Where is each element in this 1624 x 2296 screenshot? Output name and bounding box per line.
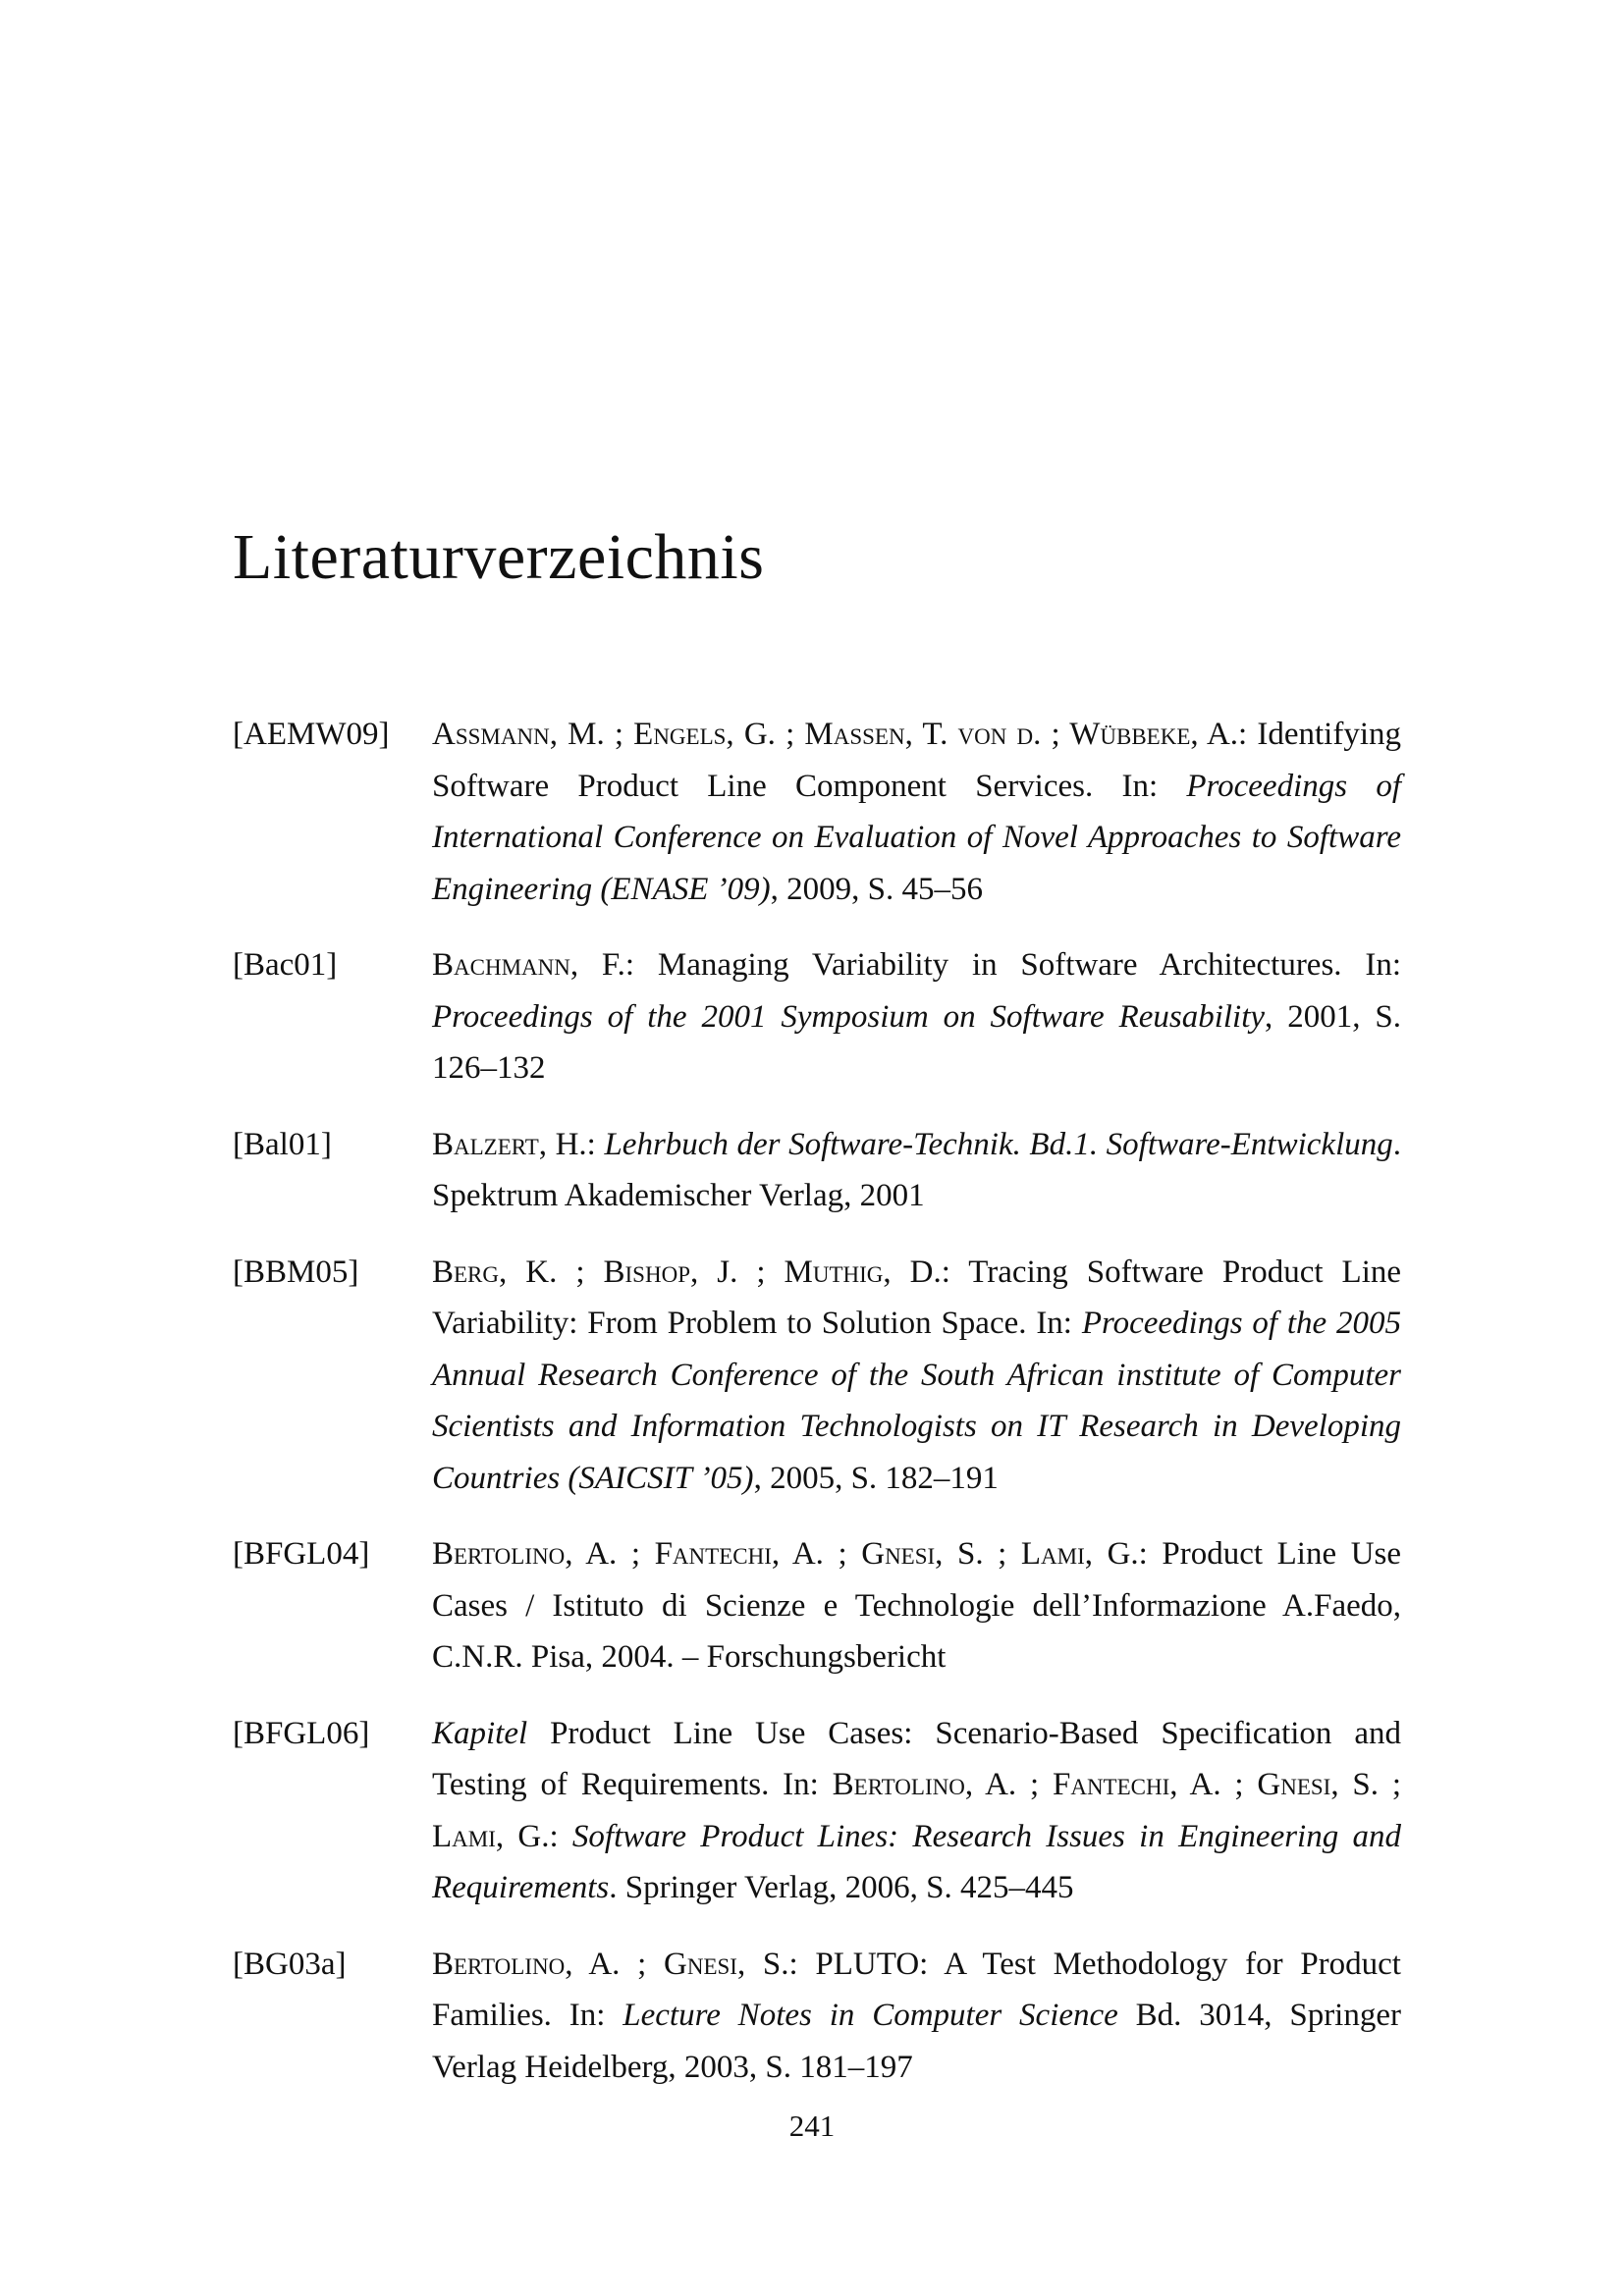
citation-key: [Bal01] — [233, 1126, 332, 1162]
citation-chapter-label: Kapitel — [432, 1715, 528, 1751]
citation-text — [432, 939, 1401, 1095]
citation-key: [BG03a] — [233, 1946, 347, 1982]
citation-authors: Balzert, H.: — [432, 1126, 596, 1162]
citation-source: Proceedings of International Conference on Evaluation of Novel Approaches to Software Engineering (ENASE ’09) — [432, 768, 1401, 907]
page-title: Literaturverzeichnis — [233, 521, 765, 593]
citation-details: Bd. 3014, Springer Verlag Heidelberg, 2003, S. 181–197 — [432, 1998, 1401, 2085]
citation-text — [432, 1708, 1401, 1914]
page-number: 241 — [788, 2109, 836, 2143]
citation-details: , 2005, S. 182–191 — [753, 1460, 999, 1496]
citation-source: Lehrbuch der Software-Technik. Bd.1. Software-Entwicklung — [604, 1126, 1393, 1162]
bibliography-entry — [233, 939, 1401, 1095]
citation-details: , 2009, S. 45–56 — [770, 871, 983, 907]
citation-key: [BFGL06] — [233, 1715, 370, 1751]
citation-text — [432, 1119, 1401, 1222]
citation-title: Managing Variability in Software Architectures. In: — [634, 947, 1402, 983]
citation-text — [432, 1939, 1401, 2094]
bibliography-entry — [233, 1119, 1401, 1222]
citation-authors: Bertolino, A. ; Gnesi, S.: — [432, 1946, 798, 1982]
citation-key: [BFGL04] — [233, 1536, 370, 1572]
citation-source: Lecture Notes in Computer Science — [623, 1998, 1118, 2033]
citation-text — [432, 709, 1401, 915]
bibliography-entry — [233, 1708, 1401, 1914]
citation-details: . Springer Verlag, 2006, S. 425–445 — [609, 1870, 1074, 1905]
bibliography-entry — [233, 1939, 1401, 2094]
citation-authors: Bertolino, A. ; Fantechi, A. ; Gnesi, S. ; Lami, G.: — [432, 1536, 1148, 1572]
citation-source: Proceedings of the 2005 Annual Research Conference of the South African institute of Computer Scientists and Information Technologists on IT Research in Developing Countries (SAICSIT ’05) — [432, 1306, 1401, 1496]
citation-details: . Spektrum Akademischer Verlag, 2001 — [432, 1126, 1401, 1213]
citation-key: [Bac01] — [233, 947, 338, 983]
citation-authors: Berg, K. ; Bishop, J. ; Muthig, D.: — [432, 1254, 950, 1290]
citation-title: PLUTO: A Test Methodology for Product Families. In: — [432, 1946, 1401, 2033]
bibliography-entry — [233, 1528, 1401, 1683]
citation-authors: Bachmann, F.: — [432, 947, 635, 983]
citation-key: [BBM05] — [233, 1254, 359, 1290]
bibliography-entry — [233, 709, 1401, 915]
citation-text — [432, 1528, 1401, 1683]
citation-details: , 2001, S. 126–132 — [432, 998, 1401, 1086]
citation-key: [AEMW09] — [233, 717, 390, 752]
citation-title: Product Line Use Cases / Istituto di Scienze e Technologie dell’Informazione A.Faedo, C.N.R. Pisa, 2004. – Forschungsbericht — [432, 1536, 1402, 1675]
citation-chapter-title: Product Line Use Cases: Scenario-Based Specification and Testing of Requirements. In: — [432, 1715, 1401, 1802]
citation-text — [432, 1247, 1401, 1505]
citation-source: Software Product Lines: Research Issues in Engineering and Requirements — [432, 1818, 1401, 1905]
bibliography-entry — [233, 1247, 1401, 1505]
citation-authors: Assmann, M. ; Engels, G. ; Massen, T. von d. ; Wübbeke, A.: — [432, 717, 1248, 752]
citation-spacer — [559, 1819, 572, 1854]
citation-title: Identifying Software Product Line Component Services. In: — [432, 717, 1401, 804]
bibliography-list — [233, 709, 1401, 2117]
citation-title: Tracing Software Product Line Variability: From Problem to Solution Space. In: — [432, 1254, 1402, 1341]
citation-source: Proceedings of the 2001 Symposium on Software Reusability — [432, 998, 1266, 1035]
citation-authors: Bertolino, A. ; Fantechi, A. ; Gnesi, S. ; Lami, G.: — [432, 1767, 1402, 1854]
